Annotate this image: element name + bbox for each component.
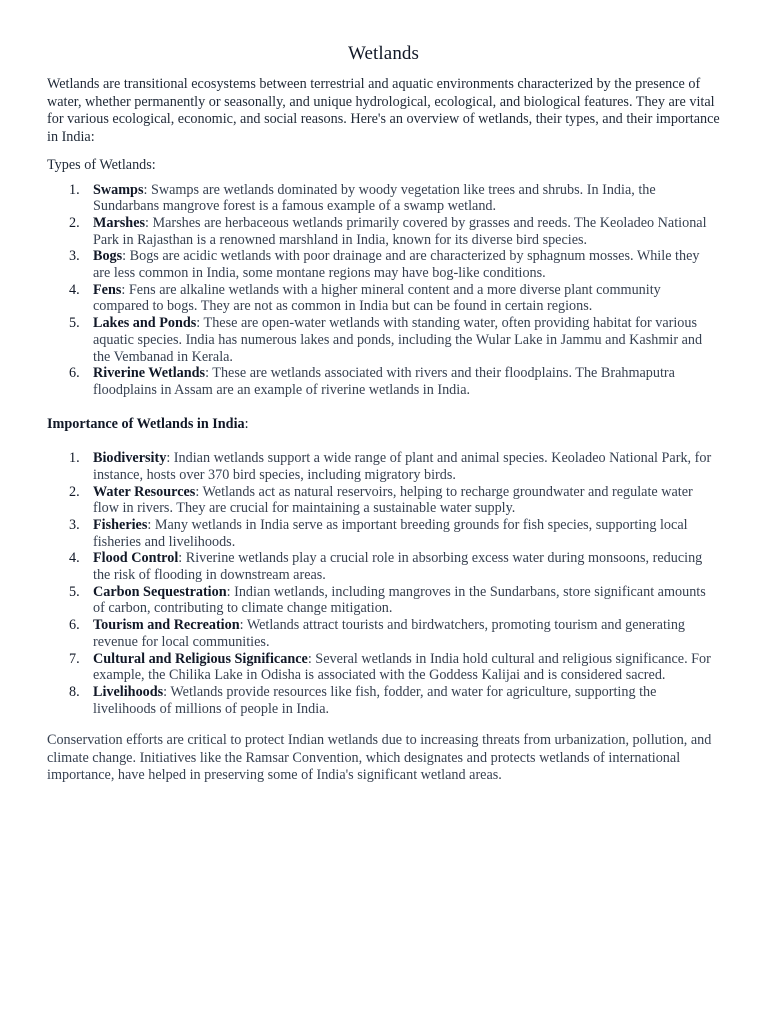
list-text: : Fens are alkaline wetlands with a higher mineral content and a more diverse plant community compared to bogs. They are not as common in India but can be found in certain regions. <box>93 281 661 315</box>
list-term: Bogs <box>93 248 123 265</box>
list-number: 2. <box>69 214 80 231</box>
list-number: 5. <box>69 583 80 600</box>
list-item <box>47 651 720 684</box>
list-number: 4. <box>69 281 80 298</box>
list-term: Water Resources <box>93 483 196 500</box>
list-term: Biodiversity <box>93 450 167 467</box>
list-number: 6. <box>69 365 80 382</box>
list-number: 3. <box>69 248 80 265</box>
list-term: Riverine Wetlands <box>93 365 206 382</box>
list-text: : These are open-water wetlands with standing water, often providing habitat for various aquatic species. India has numerous lakes and ponds, including the Wular Lake in Jammu and Kashmir and the Vembanad in Kerala. <box>93 315 703 365</box>
list-text: : Riverine wetlands play a crucial role in absorbing excess water during monsoons, reducing the risk of flooding in downstream areas. <box>93 550 703 584</box>
list-item <box>47 248 720 281</box>
list-term: Livelihoods <box>93 683 164 700</box>
conclusion-paragraph: Conservation efforts are critical to protect Indian wetlands due to increasing threats from urbanization, pollution, and climate change. Initiatives like the Ramsar Convention, which designates and protects wetlands of international importance, have helped in preserving some of India's significant wetland areas. <box>47 732 712 783</box>
list-item <box>47 215 720 248</box>
list-term: Lakes and Ponds <box>93 315 197 332</box>
list-text: : Bogs are acidic wetlands with poor drainage and are characterized by sphagnum mosses. While they are less common in India, some montane regions may have bog-like conditions. <box>93 248 700 282</box>
list-item <box>47 365 720 398</box>
list-text: : Marshes are herbaceous wetlands primarily covered by grasses and reeds. The Keoladeo National Park in Rajasthan is a renowned marshland in India, known for its diverse bird species. <box>93 214 707 248</box>
list-item <box>47 684 720 717</box>
list-number: 8. <box>69 683 80 700</box>
list-number: 1. <box>69 450 80 467</box>
list-text: : Indian wetlands, including mangroves in the Sundarbans, store significant amounts of carbon, contributing to climate change mitigation. <box>93 583 706 617</box>
list-text: : Wetlands act as natural reservoirs, helping to recharge groundwater and regulate water flow in rivers. They are crucial for maintaining a sustainable water supply. <box>93 483 693 517</box>
importance-heading-suffix: : <box>244 415 249 432</box>
list-item <box>47 315 720 365</box>
list-number: 3. <box>69 516 80 533</box>
list-term: Cultural and Religious Significance <box>93 650 308 667</box>
list-item <box>47 550 720 583</box>
list-text: : Several wetlands in India hold cultural and religious significance. For example, the Chilika Lake in Odisha is associated with the Goddess Kalijai and is considered sacred. <box>93 650 711 684</box>
list-item <box>47 450 720 483</box>
list-number: 4. <box>69 550 80 567</box>
types-heading: Types of Wetlands: <box>47 157 156 173</box>
list-term: Flood Control <box>93 550 179 567</box>
types-list <box>47 182 720 399</box>
list-text: : Wetlands attract tourists and birdwatchers, promoting tourism and generating revenue for local communities. <box>93 617 686 650</box>
list-item <box>47 282 720 315</box>
list-number: 1. <box>69 181 80 198</box>
importance-heading-text: Importance of Wetlands in India <box>47 415 245 432</box>
importance-heading <box>47 416 720 434</box>
list-term: Fisheries <box>93 516 148 533</box>
list-item <box>47 484 720 517</box>
list-text: : Swamps are wetlands dominated by woody vegetation like trees and shrubs. In India, the Sundarbans mangrove forest is a famous example of a swamp wetland. <box>93 181 656 215</box>
intro-paragraph: Wetlands are transitional ecosystems between terrestrial and aquatic environments characterized by the presence of water, whether permanently or seasonally, and unique hydrological, ecological, and biological features. They are vital for various ecological, economic, and social reasons. Here's an overview of wetlands, their types, and their importance in India: <box>47 76 720 145</box>
list-text: : Many wetlands in India serve as important breeding grounds for fish species, supporting local fisheries and livelihoods. <box>93 516 688 550</box>
page-title: Wetlands <box>347 43 420 64</box>
list-text: : Wetlands provide resources like fish, fodder, and water for agriculture, supporting the livelihoods of millions of people in India. <box>93 683 657 717</box>
list-term: Fens <box>93 281 122 298</box>
list-term: Carbon Sequestration <box>93 583 227 600</box>
list-term: Tourism and Recreation <box>93 617 240 634</box>
list-number: 5. <box>69 315 80 332</box>
list-text: : These are wetlands associated with rivers and their floodplains. The Brahmaputra floodplains in Assam are an example of riverine wetlands in India. <box>93 365 675 398</box>
list-number: 7. <box>69 650 80 667</box>
list-number: 6. <box>69 617 80 634</box>
list-number: 2. <box>69 483 80 500</box>
list-item <box>47 182 720 215</box>
list-term: Swamps <box>93 181 144 198</box>
list-item <box>47 517 720 550</box>
list-term: Marshes <box>93 214 146 231</box>
list-item <box>47 617 720 650</box>
list-text: : Indian wetlands support a wide range of plant and animal species. Keoladeo National Park, for instance, hosts over 370 bird species, including migratory birds. <box>93 450 712 483</box>
list-item <box>47 584 720 617</box>
importance-list <box>47 450 720 717</box>
